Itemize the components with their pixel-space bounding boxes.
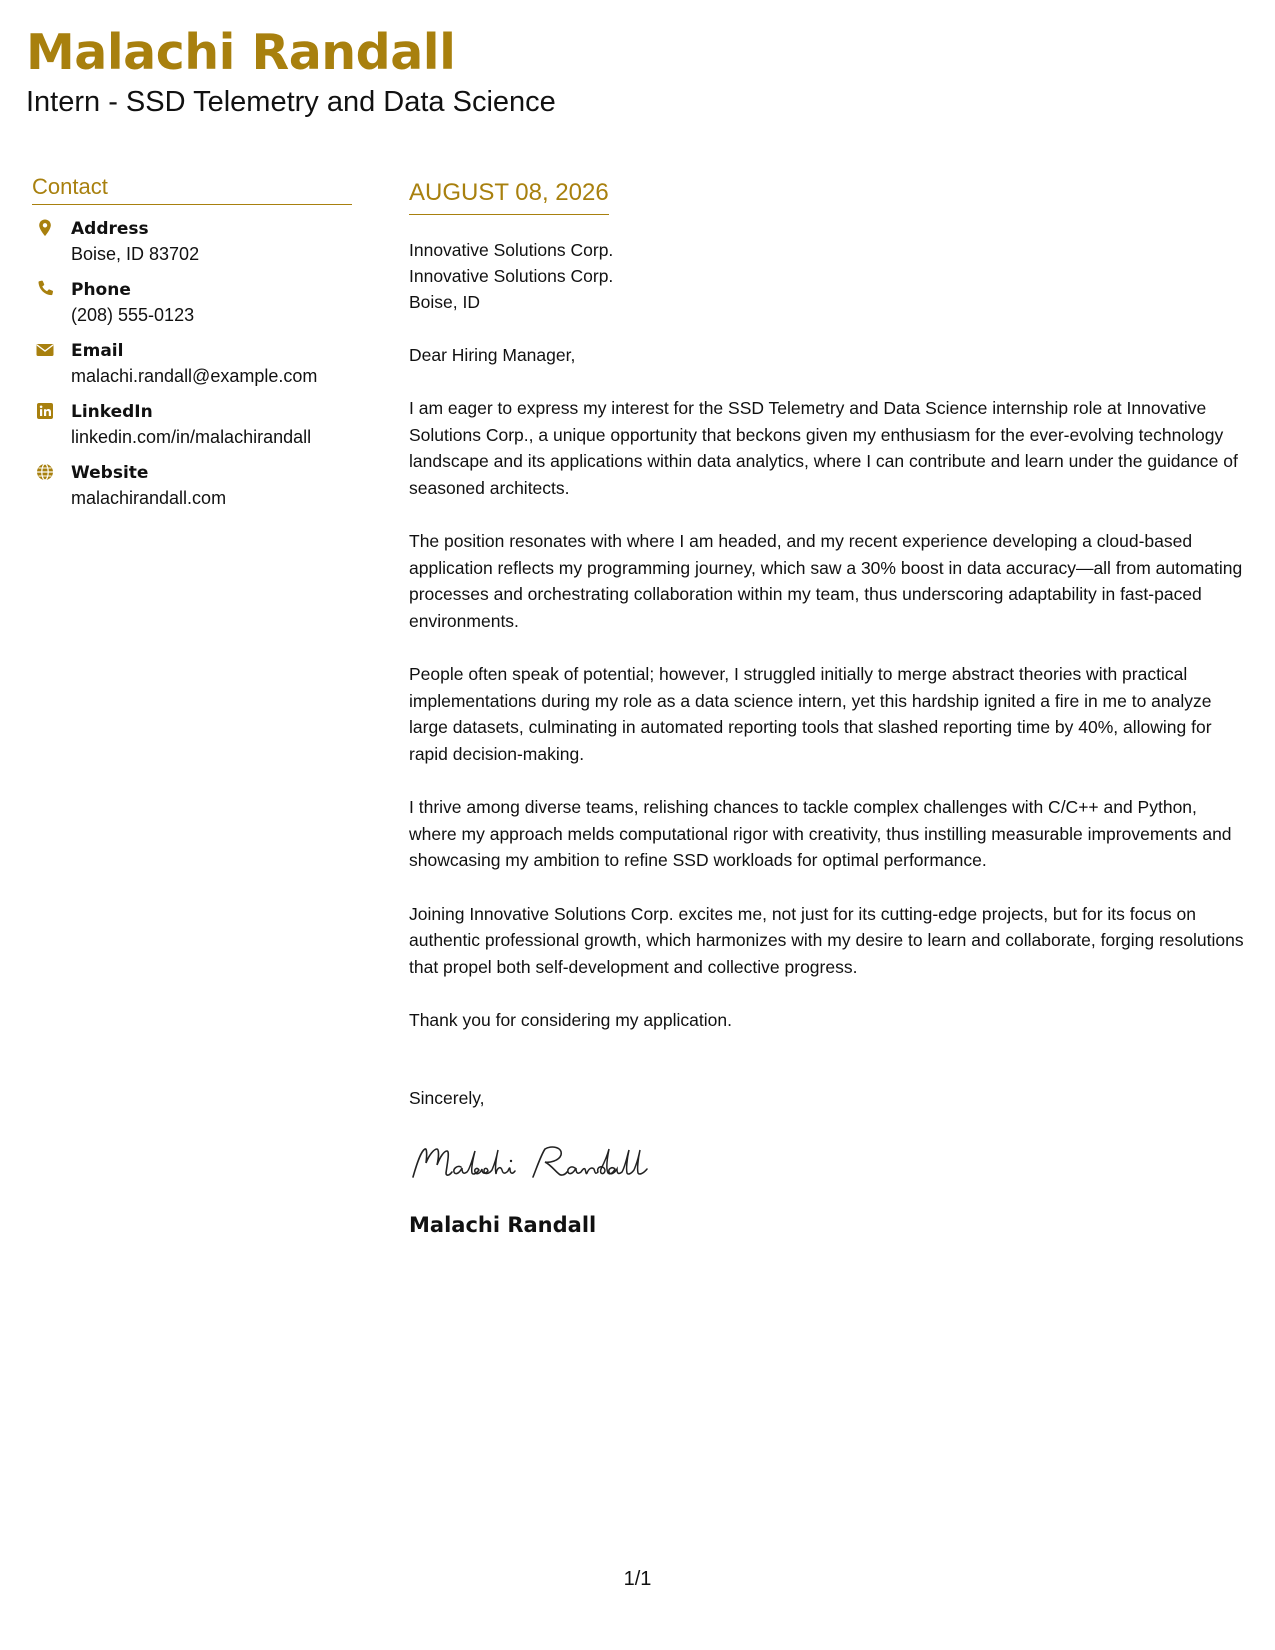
contact-email xyxy=(32,339,352,389)
recipient-line: Innovative Solutions Corp. xyxy=(409,240,614,260)
envelope-icon xyxy=(35,340,55,360)
contact-label: Address xyxy=(71,219,149,239)
recipient-block xyxy=(409,237,1249,315)
letter-paragraph: People often speak of potential; however, I struggled initially to merge abstract theories with practical implementations during my role as a data science intern, yet this hardship ignited a fire in me to analyze large datasets, culminating in automated reporting tools that slashed reporting time by 40%, allowing for rapid decision-making. xyxy=(409,664,1212,764)
header xyxy=(26,22,556,120)
letter-paragraph: I thrive among diverse teams, relishing chances to tackle complex challenges with C/C++ and Python, where my approach melds computational rigor with creativity, thus instilling measurable improvements and showcasing my ambition to refine SSD workloads for optimal performance. xyxy=(409,797,1232,870)
letter-body xyxy=(409,178,1249,1239)
recipient-line: Innovative Solutions Corp. xyxy=(409,266,614,286)
letter-paragraph: I am eager to express my interest for the SSD Telemetry and Data Science internship role at Innovative Solutions Corp., a unique opportunity that beckons given my enthusiasm for the ever-evolving technology landscape and its applications within data analytics, where I can contribute and learn under the guidance of seasoned architects. xyxy=(409,398,1238,498)
applicant-name: Malachi Randall xyxy=(26,24,456,81)
contact-website xyxy=(32,461,352,511)
salutation: Dear Hiring Manager, xyxy=(409,345,576,365)
globe-icon xyxy=(35,462,55,482)
letter-date: AUGUST 08, 2026 xyxy=(409,178,609,215)
contact-label: LinkedIn xyxy=(71,402,153,422)
handwritten-signature xyxy=(409,1141,1249,1185)
contact-value[interactable]: malachi.randall@example.com xyxy=(71,366,318,386)
contact-label: Email xyxy=(71,341,124,361)
recipient-line: Boise, ID xyxy=(409,292,480,312)
contact-linkedin xyxy=(32,400,352,450)
letter-paragraph: The position resonates with where I am headed, and my recent experience developing a cloud-based application reflects my programming journey, which saw a 30% boost in data accuracy—all from automating processes and orchestrating collaboration within my team, thus underscoring adaptability in fast-paced environments. xyxy=(409,531,1243,631)
contact-sidebar xyxy=(32,174,352,522)
contact-value: (208) 555-0123 xyxy=(71,305,195,325)
contact-label: Website xyxy=(71,463,149,483)
closing-line: Thank you for considering my application. xyxy=(409,1010,732,1030)
contact-heading: Contact xyxy=(32,174,352,205)
contact-label: Phone xyxy=(71,280,131,300)
contact-value[interactable]: linkedin.com/in/malachirandall xyxy=(71,427,312,447)
page-number: 1/1 xyxy=(623,1568,652,1590)
contact-value[interactable]: malachirandall.com xyxy=(71,488,227,508)
signoff: Sincerely, xyxy=(409,1088,485,1108)
phone-icon xyxy=(35,279,55,299)
letter-paragraph: Joining Innovative Solutions Corp. excites me, not just for its cutting-edge projects, but for its focus on authentic professional growth, which harmonizes with my desire to learn and collaborate, forging resolutions that propel both self-development and collective progress. xyxy=(409,903,1244,977)
linkedin-icon xyxy=(35,401,55,421)
job-title: Intern - SSD Telemetry and Data Science xyxy=(26,86,556,118)
contact-value: Boise, ID 83702 xyxy=(71,244,200,264)
contact-address xyxy=(32,217,352,267)
signed-name: Malachi Randall xyxy=(409,1213,597,1237)
contact-phone xyxy=(32,278,352,328)
map-pin-icon xyxy=(35,218,55,238)
